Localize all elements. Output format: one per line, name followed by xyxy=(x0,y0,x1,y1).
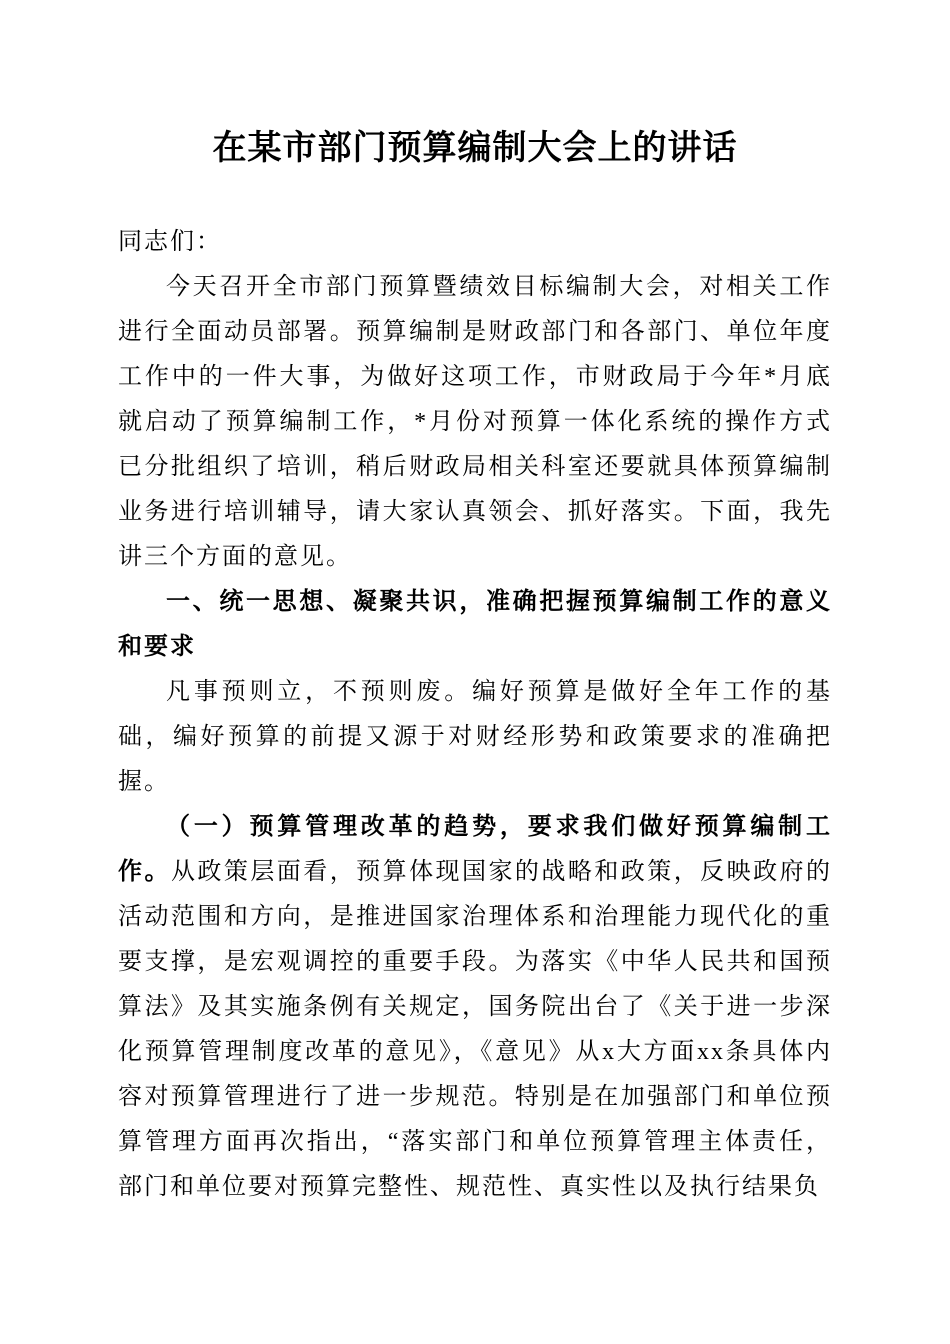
paragraph-intro: 今天召开全市部门预算暨绩效目标编制大会，对相关工作进行全面动员部署。预算编制是财政部门和各部门、单位年度工作中的一件大事，为做好这项工作，市财政局于今年*月底就启动了预算编制工作，*月份对预算一体化系统的操作方式已分批组织了培训，稍后财政局相关科室还要就具体预算编制业务进行培训辅导，请大家认真领会、抓好落实。下面，我先讲三个方面的意见。 xyxy=(118,274,832,570)
salutation: 同志们： xyxy=(118,229,222,255)
paragraph-sub1-body: 从政策层面看，预算体现国家的战略和政策，反映政府的活动范围和方向，是推进国家治理体系和治理能力现代化的重要支撑，是宏观调控的重要手段。为落实《中华人民共和国预算法》及其实施条例有关规定，国务院出台了《关于进一步深化预算管理制度改革的意见》，《意见》从x大方面xx条具体内容对预算管理进行了进一步规范。特别是在加强部门和单位预算管理方面再次指出，“落实部门和单位预算管理主体责任，部门和单位要对预算完整性、规范性、真实性以及执行结果负 xyxy=(118,859,833,1200)
paragraph-basis: 凡事预则立，不预则废。编好预算是做好全年工作的基础，编好预算的前提又源于对财经形势和政策要求的准确把握。 xyxy=(118,679,832,795)
section-heading-1: 一、统一思想、凝聚共识，准确把握预算编制工作的意义和要求 xyxy=(118,589,832,660)
paragraph-sub1 xyxy=(118,805,832,1210)
document-title: 在某市部门预算编制大会上的讲话 xyxy=(212,130,738,167)
paragraph-sub1-lead: （一）预算管理改革的趋势，要求我们做好预算编制工作。 xyxy=(118,814,832,885)
